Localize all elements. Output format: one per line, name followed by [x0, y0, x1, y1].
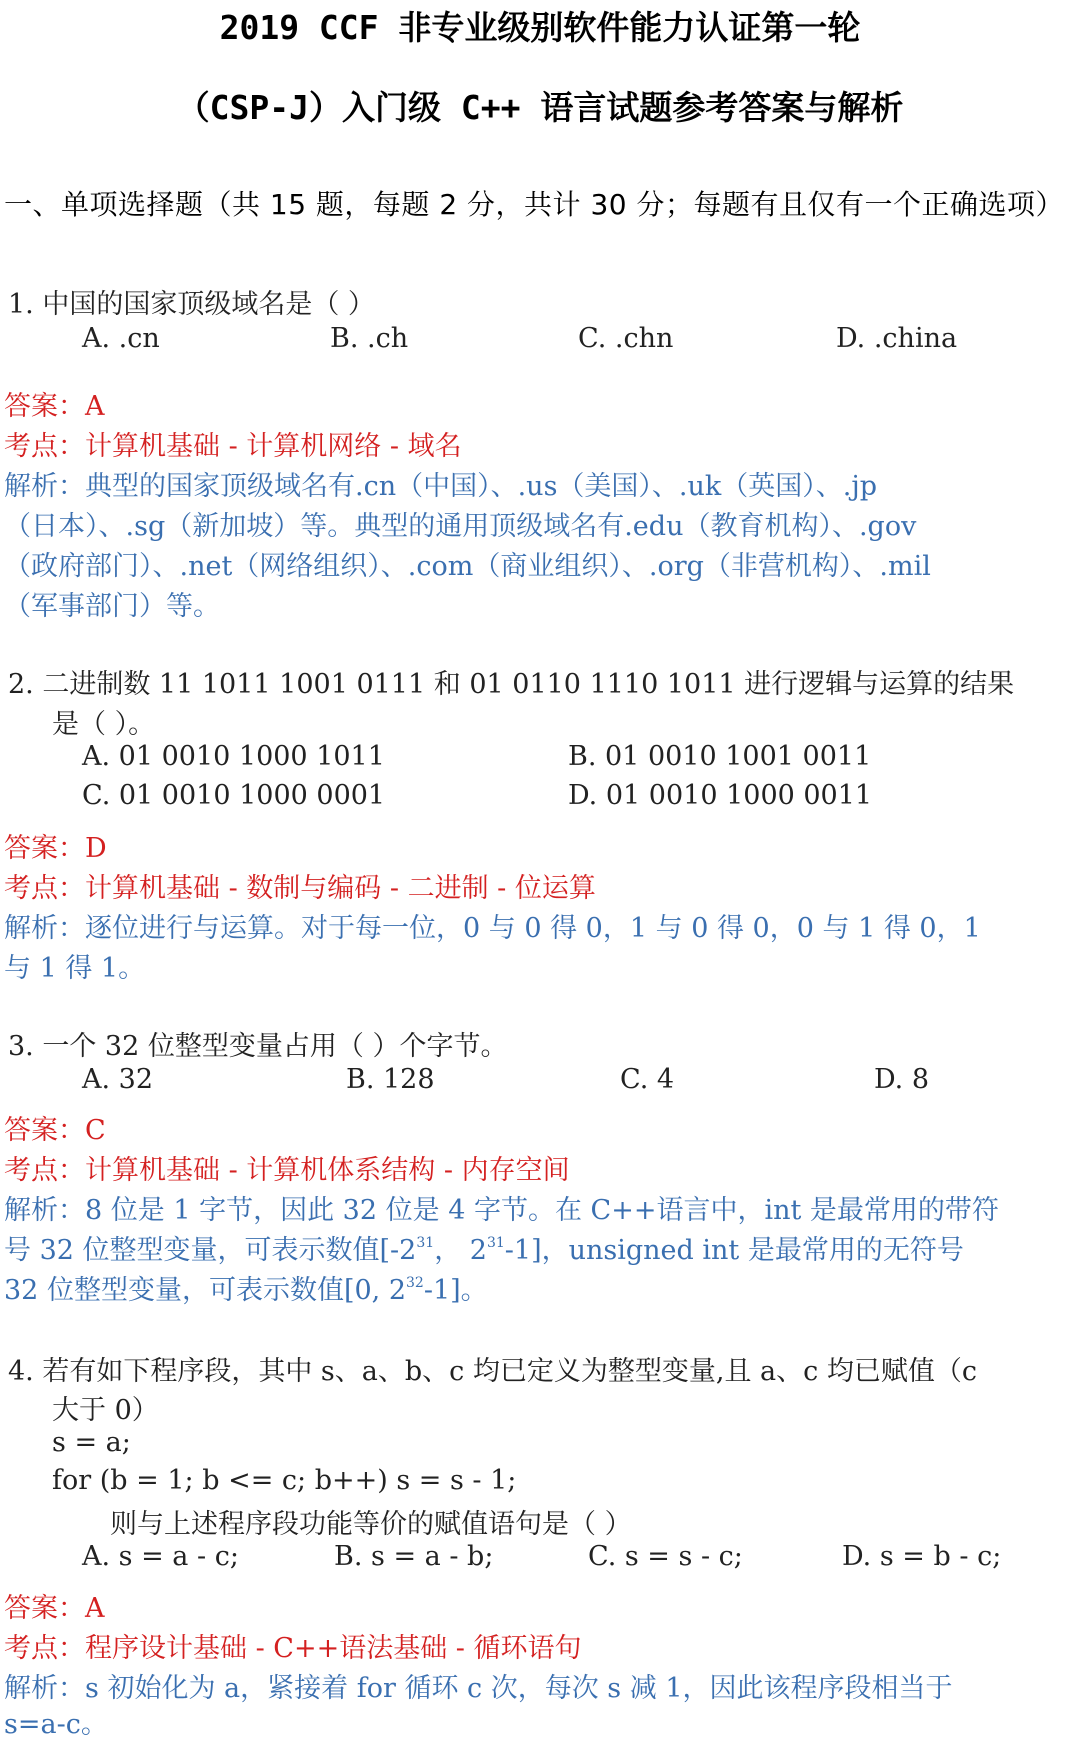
question-stem: 1. 中国的国家顶级域名是（ ） — [8, 289, 375, 320]
option-b: B. .ch — [330, 323, 409, 354]
question-stem: 大于 0） — [52, 1395, 159, 1426]
knowledge-point: 考点：计算机基础 - 计算机体系结构 - 内存空间 — [4, 1155, 570, 1186]
question-stem: 2. 二进制数 11 1011 1001 0111 和 01 0110 1110 1011 进行逻辑与运算的结果 — [8, 669, 1015, 700]
option-c: C. .chn — [578, 323, 674, 354]
analysis-text: -1]。 — [423, 1275, 488, 1306]
analysis-line: （军事部门）等。 — [4, 591, 220, 622]
knowledge-point: 考点：程序设计基础 - C++语法基础 - 循环语句 — [4, 1633, 582, 1664]
answer: 答案：D — [4, 833, 107, 864]
question-stem: 3. 一个 32 位整型变量占用（ ）个字节。 — [8, 1031, 508, 1062]
option-a: A. s = a - c; — [82, 1541, 239, 1572]
question-prompt: 则与上述程序段功能等价的赋值语句是（ ） — [110, 1509, 632, 1540]
analysis-line: 解析：s 初始化为 a，紧接着 for 循环 c 次，每次 s 减 1，因此该程序段相当于 — [4, 1673, 953, 1704]
option-d: D. 8 — [874, 1064, 930, 1095]
option-a: A. 32 — [82, 1064, 154, 1095]
option-c: C. 01 0010 1000 0001 — [82, 780, 386, 811]
option-c: C. 4 — [620, 1064, 675, 1095]
question-stem: 是（ ）。 — [52, 709, 156, 740]
knowledge-point: 考点：计算机基础 - 数制与编码 - 二进制 - 位运算 — [4, 873, 596, 904]
answer: 答案：C — [4, 1115, 106, 1146]
exponent: 31 — [416, 1235, 435, 1251]
option-a: A. .cn — [82, 323, 160, 354]
code-line: for (b = 1; b <= c; b++) s = s - 1; — [52, 1465, 517, 1496]
answer: 答案：A — [4, 391, 105, 422]
analysis-text: ， 2 — [434, 1235, 487, 1266]
question-stem: 4. 若有如下程序段，其中 s、a、b、c 均已定义为整型变量,且 a、c 均已赋值（c — [8, 1356, 977, 1387]
option-c: C. s = s - c; — [588, 1541, 743, 1572]
analysis-line — [4, 1228, 964, 1267]
document-title-line2: （CSP-J）入门级 C++ 语言试题参考答案与解析 — [176, 88, 904, 127]
option-d: D. .china — [836, 323, 958, 354]
knowledge-point: 考点：计算机基础 - 计算机网络 - 域名 — [4, 431, 462, 462]
option-b: B. s = a - b; — [334, 1541, 494, 1572]
analysis-line: （政府部门）、.net（网络组织）、.com（商业组织）、.org（非营机构）、.mil — [4, 551, 931, 582]
analysis-text: 号 32 位整型变量，可表示数值[-2 — [4, 1235, 417, 1266]
analysis-text: -1]，unsigned int 是最常用的无符号 — [504, 1235, 964, 1266]
option-d: D. 01 0010 1000 0011 — [568, 780, 873, 811]
option-d: D. s = b - c; — [842, 1541, 1002, 1572]
analysis-line: （日本）、.sg（新加坡）等。典型的通用顶级域名有.edu（教育机构）、.gov — [4, 511, 917, 542]
code-line: s = a; — [52, 1427, 131, 1458]
analysis-line: 解析：8 位是 1 字节，因此 32 位是 4 字节。在 C++语言中，int 是最常用的带符 — [4, 1195, 999, 1226]
analysis-line: 与 1 得 1。 — [4, 953, 146, 984]
option-a: A. 01 0010 1000 1011 — [82, 741, 385, 772]
section-heading: 一、单项选择题（共 15 题，每题 2 分，共计 30 分；每题有且仅有一个正确选项） — [4, 188, 1064, 221]
analysis-line: s=a-c。 — [4, 1709, 108, 1740]
analysis-line — [4, 1268, 488, 1307]
analysis-line: 解析：逐位进行与运算。对于每一位，0 与 0 得 0，1 与 0 得 0，0 与 1 得 0，1 — [4, 913, 981, 944]
answer: 答案：A — [4, 1593, 105, 1624]
analysis-text: 32 位整型变量，可表示数值[0, 2 — [4, 1275, 406, 1306]
option-b: B. 128 — [346, 1064, 435, 1095]
exponent: 31 — [486, 1235, 505, 1251]
document-title-line1: 2019 CCF 非专业级别软件能力认证第一轮 — [219, 8, 861, 47]
analysis-line: 解析：典型的国家顶级域名有.cn（中国）、.us（美国）、.uk（英国）、.jp — [4, 471, 877, 502]
exponent: 32 — [406, 1275, 424, 1291]
option-b: B. 01 0010 1001 0011 — [568, 741, 872, 772]
